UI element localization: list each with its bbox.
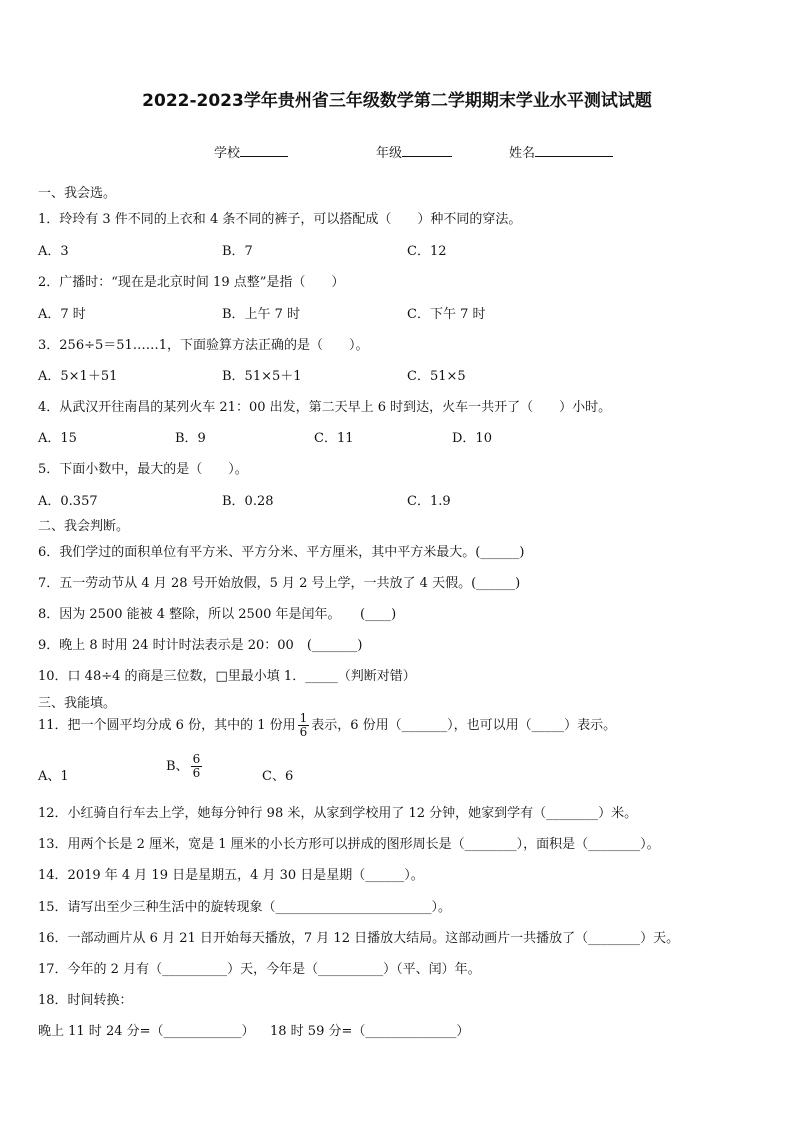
- school-field: [214, 142, 288, 161]
- q4-option-c[interactable]: C．11: [314, 431, 354, 446]
- question-6: 6．我们学过的面积单位有平方米、平方分米、平方厘米，其中平方米最大。(______): [38, 545, 525, 560]
- question-10: 10．口 48÷4 的商是三位数，□里最小填 1．_____（判断对错）: [38, 669, 416, 684]
- q18-part-a: 晚上 11 时 24 分=（____________）: [38, 1024, 255, 1039]
- six-sixths-fraction: [191, 753, 203, 780]
- q1-option-b[interactable]: B．7: [222, 244, 253, 259]
- question-1: 1．玲玲有 3 件不同的上衣和 4 条不同的裤子，可以搭配成（ ）种不同的穿法。: [38, 212, 522, 227]
- q11-option-a[interactable]: A、1: [38, 769, 69, 784]
- fraction-denominator: 6: [192, 766, 201, 780]
- q11-option-b[interactable]: [166, 753, 204, 780]
- q1-option-a[interactable]: A．3: [38, 244, 69, 259]
- section-choice: 一、我会选。: [38, 186, 117, 201]
- section-fill: 三、我能填。: [38, 696, 117, 711]
- question-16: 16．一部动画片从 6 月 21 日开始每天播放，7 月 12 日播放大结局。这部动画片一共播放了（________）天。: [38, 931, 680, 946]
- question-4: 4．从武汉开往南昌的某列火车 21：00 出发，第二天早上 6 时到达，火车一共开了（ ）小时。: [38, 400, 612, 415]
- q3-option-c[interactable]: C．51×5: [407, 369, 466, 384]
- q5-option-c[interactable]: C．1.9: [407, 494, 451, 509]
- grade-blank[interactable]: [402, 144, 452, 157]
- grade-field: [376, 142, 452, 161]
- question-7: 7．五一劳动节从 4 月 28 号开始放假，5 月 2 号上学，一共放了 4 天假。(______): [38, 576, 521, 591]
- name-blank[interactable]: [535, 144, 613, 157]
- question-17: 17．今年的 2 月有（__________）天，今年是（__________）（平、闰）年。: [38, 962, 481, 977]
- q11-option-b-label: B、: [166, 759, 189, 774]
- q2-option-a[interactable]: A．7 时: [38, 307, 86, 322]
- q5-option-b[interactable]: B．0.28: [222, 494, 274, 509]
- question-12: 12．小红骑自行车去上学，她每分钟行 98 米，从家到学校用了 12 分钟，她家到学有（________）米。: [38, 806, 638, 821]
- grade-label: 年级: [376, 146, 403, 161]
- q1-option-c[interactable]: C．12: [407, 244, 447, 259]
- question-3: 3．256÷5＝51……1，下面验算方法正确的是（ ）。: [38, 338, 369, 353]
- q4-option-b[interactable]: B．9: [175, 431, 206, 446]
- question-2: 2．广播时：“现在是北京时间 19 点整”是指（ ）: [38, 275, 345, 290]
- q5-option-a[interactable]: A．0.357: [38, 494, 98, 509]
- q18-part-b: 18 时 59 分=（______________）: [270, 1024, 470, 1039]
- q3-option-b[interactable]: B．51×5＋1: [222, 369, 302, 384]
- q2-option-c[interactable]: C．下午 7 时: [407, 307, 486, 322]
- school-blank[interactable]: [240, 144, 288, 157]
- question-11: [38, 712, 616, 739]
- q11-option-c[interactable]: C、6: [262, 769, 294, 784]
- question-5: 5．下面小数中，最大的是（ ）。: [38, 462, 248, 477]
- fraction-numerator: 6: [192, 752, 201, 766]
- q4-option-a[interactable]: A．15: [38, 431, 77, 446]
- page-title: 2022-2023学年贵州省三年级数学第二学期期末学业水平测试试题: [142, 91, 652, 111]
- q4-option-d[interactable]: D．10: [452, 431, 492, 446]
- question-8: 8．因为 2500 能被 4 整除，所以 2500 年是闰年。 (____): [38, 607, 397, 622]
- q3-option-a[interactable]: A．5×1＋51: [38, 369, 118, 384]
- fraction-numerator: 1: [299, 711, 308, 725]
- school-label: 学校: [214, 146, 241, 161]
- question-13: 13．用两个长是 2 厘米，宽是 1 厘米的小长方形可以拼成的图形周长是（________），面积是（________）。: [38, 837, 660, 852]
- one-sixth-fraction: [298, 712, 310, 739]
- name-field: [509, 142, 613, 161]
- q2-option-b[interactable]: B．上午 7 时: [222, 307, 301, 322]
- question-18: 18．时间转换：: [38, 993, 133, 1008]
- question-9: 9．晚上 8 时用 24 时计时法表示是 20：00 (_______): [38, 638, 363, 653]
- name-label: 姓名: [509, 146, 536, 161]
- section-judge: 二、我会判断。: [38, 519, 130, 534]
- question-14: 14．2019 年 4 月 19 日是星期五，4 月 30 日是星期（______）。: [38, 868, 424, 883]
- question-15: 15．请写出至少三种生活中的旋转现象（________________________）。: [38, 900, 452, 915]
- q11-text-a: 11．把一个圆平均分成 6 份，其中的 1 份用: [38, 718, 296, 733]
- fraction-denominator: 6: [299, 725, 308, 739]
- q11-text-b: 表示，6 份用（_______），也可以用（_____）表示。: [311, 718, 617, 733]
